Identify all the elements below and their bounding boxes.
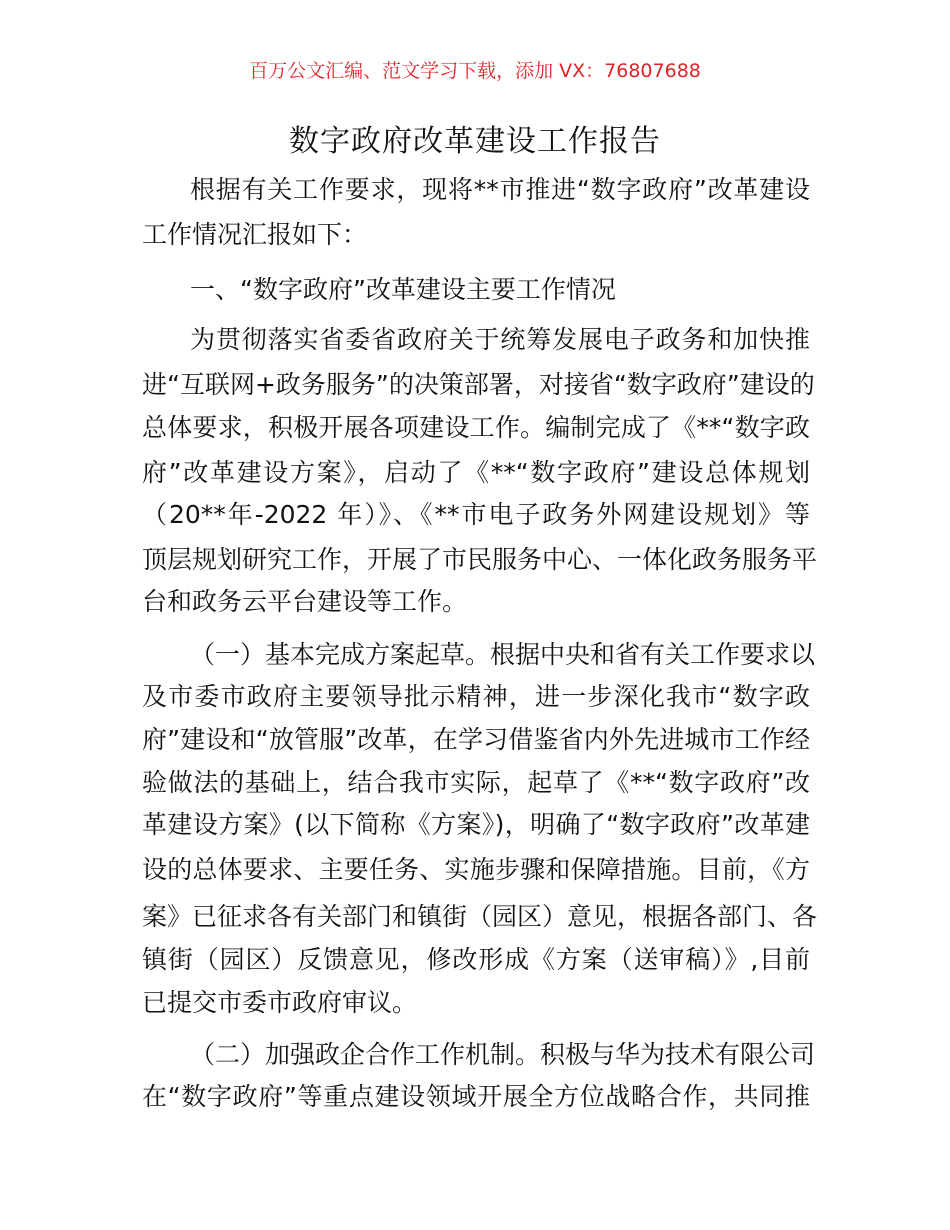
text-line: 已提交市委市政府审议。	[142, 988, 418, 1017]
text-line: 台和政务云平台建设等工作。	[142, 587, 468, 616]
text-line: （20**年-2022 年）》、《**市电子政务外网建设规划》等	[142, 500, 810, 529]
header-notice: 百万公文汇编、范文学习下载，添加 VX：76807688	[249, 60, 701, 82]
text-line: （二）加强政企合作工作机制。积极与华为技术有限公司	[190, 1040, 816, 1069]
text-line: 进“互联网+政务服务”的决策部署，对接省“数字政府”建设的	[142, 370, 815, 399]
text-line: 及市委市政府主要领导批示精神，进一步深化我市“数字政	[142, 682, 810, 711]
text-line: 府”建设和“放管服”改革，在学习借鉴省内外先进城市工作经	[142, 725, 810, 754]
text-line: 为贯彻落实省委省政府关于统筹发展电子政务和加快推	[190, 325, 810, 354]
text-line: 设的总体要求、主要任务、实施步骤和保障措施。目前，《方	[142, 855, 810, 884]
text-line: 一、“数字政府”改革建设主要工作情况	[190, 275, 616, 304]
text-line: 府”改革建设方案》，启动了《**“数字政府”建设总体规划	[142, 458, 810, 487]
text-line: 革建设方案》(以下简称《方案》)，明确了“数字政府”改革建	[142, 810, 810, 839]
text-line: （一）基本完成方案起草。根据中央和省有关工作要求以	[190, 640, 816, 669]
text-line: 在“数字政府”等重点建设领域开展全方位战略合作，共同推	[142, 1082, 810, 1111]
text-line: 顶层规划研究工作，开展了市民服务中心、一体化政务服务平	[142, 545, 818, 574]
text-line: 根据有关工作要求，现将**市推进“数字政府”改革建设	[190, 175, 810, 204]
text-line: 验做法的基础上，结合我市实际，起草了《**“数字政府”改	[142, 768, 810, 797]
text-line: 镇街（园区）反馈意见，修改形成《方案（送审稿）》,目前	[142, 945, 810, 974]
document-title: 数字政府改革建设工作报告	[289, 124, 661, 159]
text-line: 案》已征求各有关部门和镇街（园区）意见，根据各部门、各	[142, 902, 818, 931]
text-line: 总体要求，积极开展各项建设工作。编制完成了《**“数字政	[142, 413, 810, 442]
text-line: 工作情况汇报如下：	[142, 220, 368, 249]
